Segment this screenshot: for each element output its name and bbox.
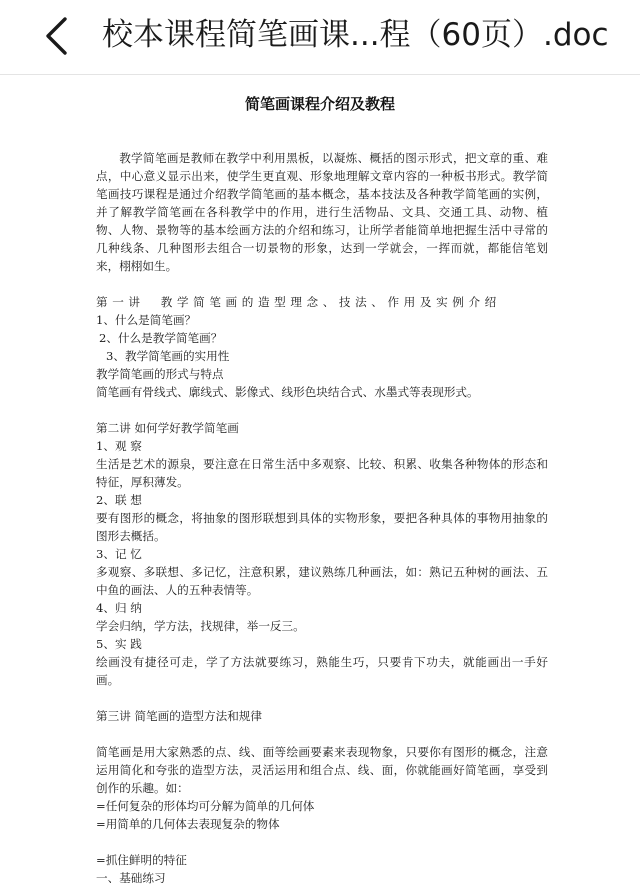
document-heading: 简笔画课程介绍及教程 xyxy=(244,95,395,113)
lecture2-step-5: 5、实 践 xyxy=(96,637,142,651)
lecture3-paragraph: 简笔画是用大家熟悉的点、线、面等绘画要素来表现物象，只要你有图形的概念，注意运用简化和夸张的造型方法，灵活运用和组合点、线、面，你就能画好简笔画，享受到创作的乐趣。如： xyxy=(96,745,548,795)
lecture1-question-3: 3、教学简笔画的实用性 xyxy=(106,349,230,363)
lecture2-step-3-text: 多观察、多联想、多记忆，注意积累，建议熟练几种画法，如：熟记五种树的画法、五中鱼的画法、人的五种表情等。 xyxy=(96,565,548,597)
lecture2-step-5-text: 绘画没有捷径可走，学了方法就要练习，熟能生巧，只要肯下功夫，就能画出一手好画。 xyxy=(96,655,548,687)
basic-practice-heading: 一、基础练习 xyxy=(96,871,166,885)
lecture2-step-3: 3、记 忆 xyxy=(96,547,142,561)
document-title: 校本课程简笔画课...程（60页）.doc xyxy=(102,17,609,53)
lecture2-step-4-text: 学会归纳，学方法，找规律，举一反三。 xyxy=(96,619,305,633)
lecture2-step-4: 4、归 纳 xyxy=(96,601,142,615)
lecture2-step-1: 1、观 察 xyxy=(96,439,142,453)
lecture3-bullet-3: =抓住鲜明的特征 xyxy=(96,853,187,867)
lecture1-form-desc: 简笔画有骨线式、廓线式、影像式、线形色块结合式、水墨式等表现形式。 xyxy=(96,385,479,399)
lecture3-title: 第三讲 简笔画的造型方法和规律 xyxy=(96,709,262,723)
intro-paragraph: 教学简笔画是教师在教学中利用黑板，以凝炼、概括的图示形式，把文章的重、难点，中心意义显示出来，使学生更直观、形象地理解文章内容的一种板书形式。教学简笔画技巧课程是通过介绍教学简笔画的基本概念，基本技法及各种教学简笔画的实例，并了解教学简笔画在各科教学中的作用，进行生活物品、文具、交通工具、动物、植物、人物、景物等的基本绘画方法的介绍和练习，让所学者能简单地把握生活中寻常的几种线条、几种图形去组合一切景物的形象，达到一学就会，一挥而就，都能信笔划来，栩栩如生。 xyxy=(96,151,548,273)
back-button[interactable] xyxy=(34,14,78,58)
lecture1-title: 第一讲 教学简笔画的造型理念、技法、作用及实例介绍 xyxy=(96,295,501,309)
document-body xyxy=(96,149,548,887)
lecture2-title: 第二讲 如何学好教学简笔画 xyxy=(96,421,239,435)
lecture1-form-heading: 教学简笔画的形式与特点 xyxy=(96,367,224,381)
document-page[interactable] xyxy=(0,75,640,885)
top-bar xyxy=(0,0,640,72)
lecture2-step-1-text: 生活是艺术的源泉，要注意在日常生活中多观察、比较、积累、收集各种物体的形态和特征，厚积薄发。 xyxy=(96,457,548,489)
chevron-left-icon xyxy=(43,16,69,56)
lecture2-step-2-text: 要有图形的概念，将抽象的图形联想到具体的实物形象，要把各种具体的事物用抽象的图形去概括。 xyxy=(96,511,548,543)
lecture3-bullet-2: =用简单的几何体去表现复杂的物体 xyxy=(96,817,280,831)
lecture1-question-2: 2、什么是教学简笔画？ xyxy=(99,331,223,345)
lecture3-bullet-1: =任何复杂的形体均可分解为简单的几何体 xyxy=(96,799,315,813)
lecture2-step-2: 2、联 想 xyxy=(96,493,142,507)
lecture1-question-1: 1、什么是简笔画？ xyxy=(96,313,197,327)
